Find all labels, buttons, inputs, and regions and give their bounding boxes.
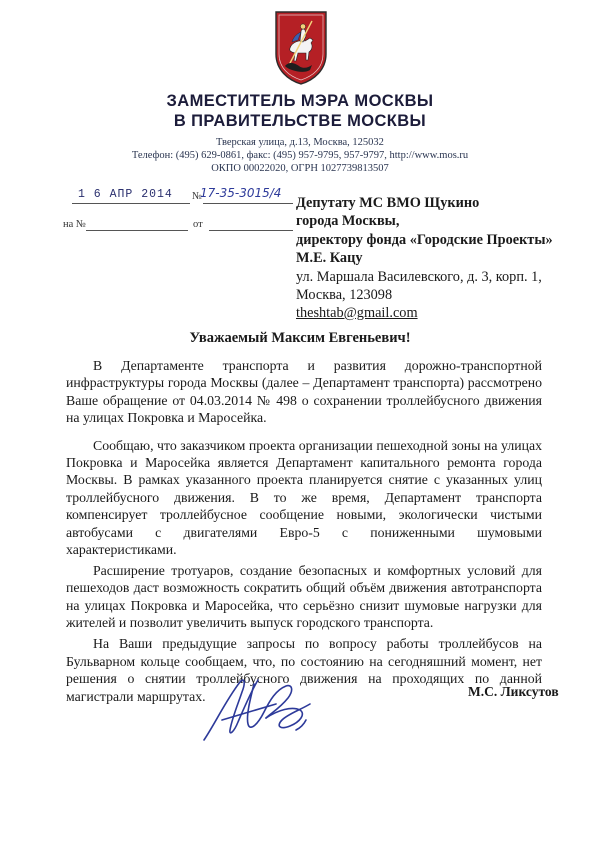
- body-paragraph: Сообщаю, что заказчиком проекта организации пешеходной зоны на улицах Покровка и Маросейка является Департамент капитального ремонта города Москвы. В рамках указанного проекта планируется снятие с указанных улиц троллейбусного движения. В то же время, Департамент транспорта компенсирует троллейбусное сообщение новыми, экологически чистыми автобусами с двигателями Евро-5 с пониженными шумовыми характеристиками.: [66, 437, 542, 558]
- recipient-line3: директору фонда «Городские Проекты»: [296, 232, 553, 248]
- handwritten-signature-icon: [196, 660, 326, 750]
- number-prefix: №: [192, 191, 203, 202]
- greeting: Уважаемый Максим Евгеньевич!: [189, 330, 411, 346]
- number-line: [203, 203, 293, 204]
- org-title-line1: ЗАМЕСТИТЕЛЬ МЭРА МОСКВЫ: [166, 92, 434, 110]
- org-codes: ОКПО 00022020, ОГРН 1027739813507: [211, 163, 389, 174]
- body-paragraph: Расширение тротуаров, создание безопасных и комфортных условий для пешеходов даст возможность сократить общий объём движения автотранспорта на улицах Покровка и Маросейка, что серьёзно снизит шумовые нагрузки для жителей и позволит увеличить выпуск городского транспорта.: [66, 563, 542, 631]
- from-line: [209, 230, 293, 231]
- recipient-address-line1: ул. Маршала Василевского, д. 3, корп. 1,: [296, 269, 542, 285]
- recipient-line4: М.Е. Кацу: [296, 250, 363, 266]
- in-reply-label: на №: [63, 219, 86, 230]
- date-line: [72, 203, 190, 204]
- org-contacts: Телефон: (495) 629-0861, факс: (495) 957-9795, 957-9797, http://www.mos.ru: [131, 150, 469, 161]
- from-label: от: [193, 219, 203, 230]
- body-paragraph: На Ваши предыдущие запросы по вопросу работы троллейбусов на Бульварном кольце сообщаем, что, по состоянию на сегодняшний момент, нет решения о снятии троллейбусного движения на проходящих по данной магистрали маршрутах.: [66, 636, 542, 704]
- signatory-name: М.С. Ликсутов: [468, 684, 559, 699]
- recipient-email: theshtab@gmail.com: [296, 305, 418, 321]
- recipient-line2: города Москвы,: [296, 213, 400, 229]
- recipient-address-line2: Москва, 123098: [296, 287, 393, 303]
- date-stamp: 1 6 АПР 2014: [78, 188, 173, 201]
- recipient-line1: Депутату МС ВМО Щукино: [296, 195, 480, 211]
- outgoing-number: 17-35-3015/4: [200, 186, 282, 200]
- moscow-coat-of-arms-icon: [272, 8, 330, 86]
- letter-body: [66, 357, 542, 709]
- in-reply-line: [86, 230, 188, 231]
- org-title-line2: В ПРАВИТЕЛЬСТВЕ МОСКВЫ: [173, 112, 427, 130]
- org-address: Тверская улица, д.13, Москва, 125032: [216, 137, 384, 148]
- body-paragraph: В Департаменте транспорта и развития дорожно-транспортной инфраструктуры города Москвы (далее – Департамент транспорта) рассмотрено Ваше обращение от 04.03.2014 № 498 о сохранении троллейбусного движения на улицах Покровка и Маросейка.: [66, 358, 542, 426]
